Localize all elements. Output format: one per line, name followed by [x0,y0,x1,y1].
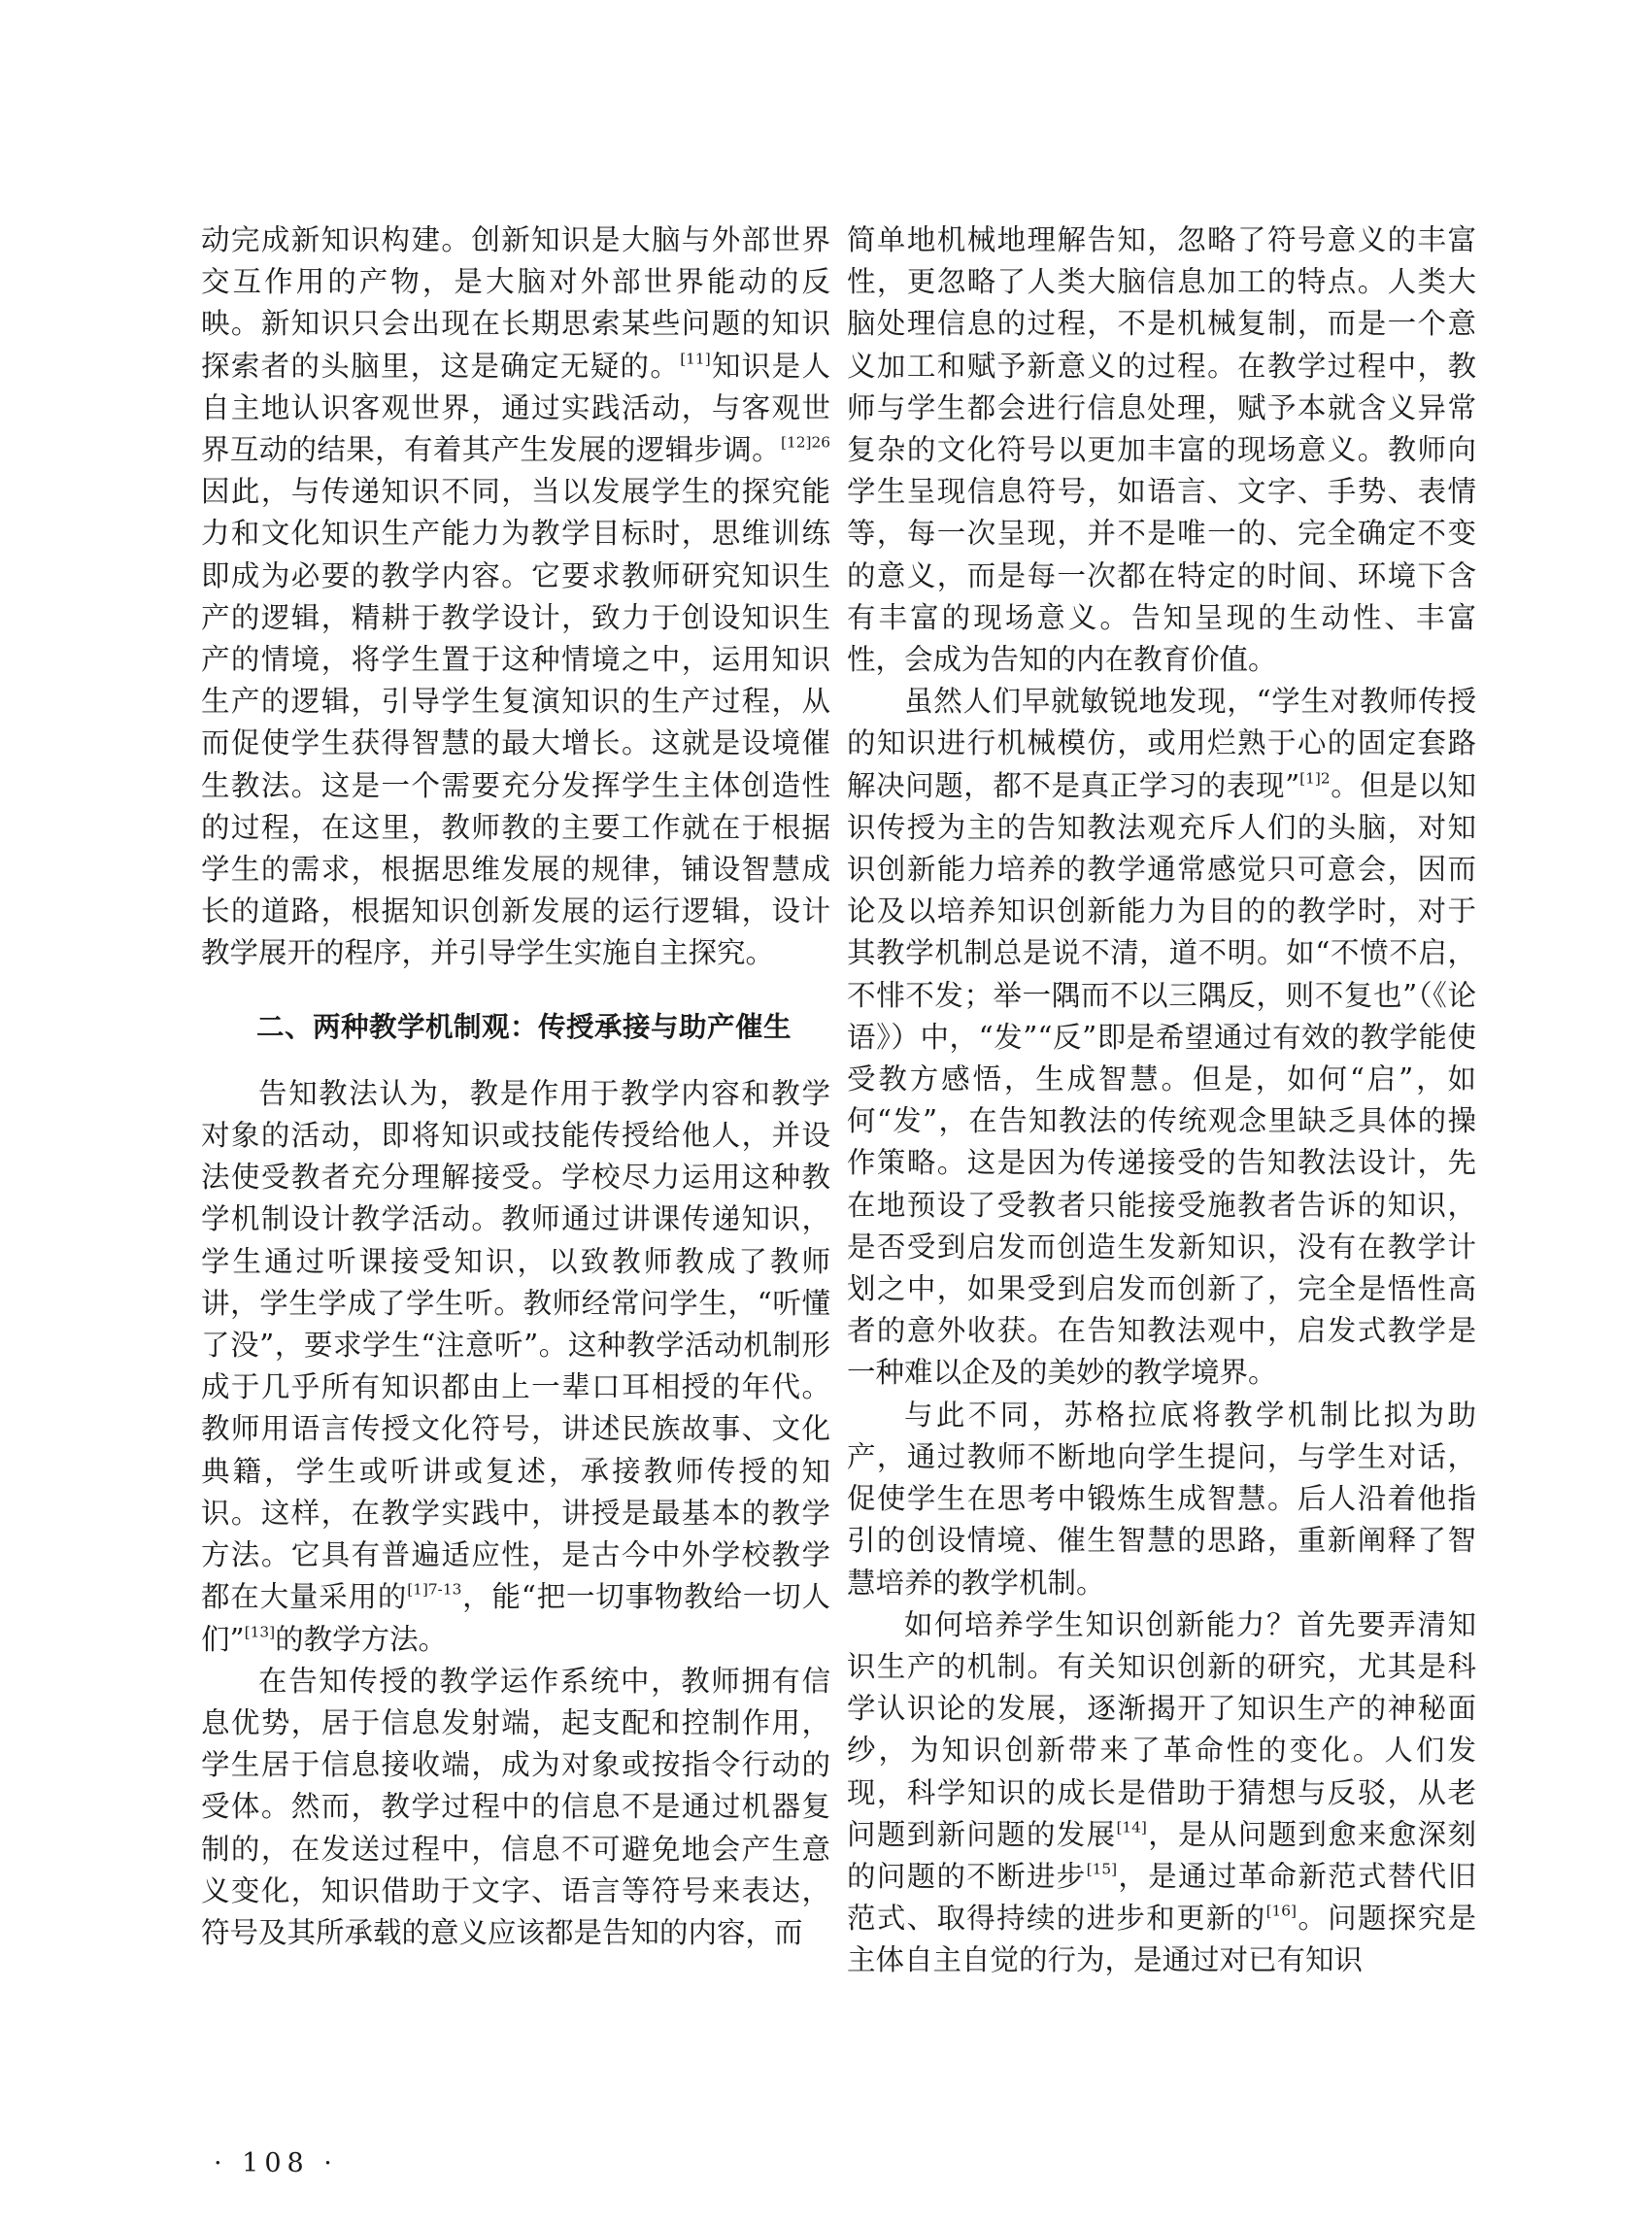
paragraph-text: 如何培养学生知识创新能力？首先要弄清知识生产的机制。有关知识创新的研究，尤其是科学认识论的发展，逐渐揭开了知识生产的神秘面纱，为知识创新带来了革命性的变化。人们发现，科学知识的成长是借助于猜想与反驳，从老问题到新问题的发展 [847,1607,1476,1851]
citation: [13] [244,1623,276,1641]
section-heading: 二、两种教学机制观：传授承接与助产催生 [256,1010,792,1043]
paragraph-text: 告知教法认为，教是作用于教学内容和教学对象的活动，即将知识或技能传授给他人，并设法使受教者充分理解接受。学校尽力运用这种教学机制设计教学活动。教师通过讲课传递知识，学生通过听课接受知识，以致教师教成了教师讲，学生学成了学生听。教师经常问学生，“听懂了没”，要求学生“注意听”。这种教学活动机制形成于几乎所有知识都由上一辈口耳相授的年代。教师用语言传授文化符号，讲述民族故事、文化典籍，学生或听讲或复述，承接教师传授的知识。这样，在教学实践中，讲授是最基本的教学方法。它具有普遍适应性，是古今中外学校教学都在大量采用的 [201,1076,830,1614]
citation: [14] [1116,1818,1147,1837]
paragraph [201,1661,830,1954]
paragraph-text: 简单地机械地理解告知，忽略了符号意义的丰富性，更忽略了人类大脑信息加工的特点。人类大脑处理信息的过程，不是机械复制，而是一个意义加工和赋予新意义的过程。在教学过程中，教师与学生都会进行信息处理，赋予本就含义异常复杂的文化符号以更加丰富的现场意义。教师向学生呈现信息符号，如语言、文字、手势、表情等，每一次呈现，并不是唯一的、完全确定不变的意义，而是每一次都在特定的时间、环境下含有丰富的现场意义。告知呈现的生动性、丰富性，会成为告知的内在教育价值。 [847,223,1476,677]
paragraph-text: 动完成新知识构建。创新知识是大脑与外部世界交互作用的产物，是大脑对外部世界能动的反映。新知识只会出现在长期思索某些问题的知识探索者的头脑里，这是确定无疑的。 [201,223,830,383]
right-column [847,219,1476,1982]
paragraph-text: 因此，与传递知识不同，当以发展学生的探究能力和文化知识生产能力为教学目标时，思维训练即成为必要的教学内容。它要求教师研究知识生产的逻辑，精耕于教学设计，致力于创设知识生产的情境，将学生置于这种情境之中，运用知识生产的逻辑，引导学生复演知识的生产过程，从而促使学生获得智慧的最大增长。这就是设境催生教法。这是一个需要充分发挥学生主体创造性的过程，在这里，教师教的主要工作就在于根据学生的需求，根据思维发展的规律，铺设智慧成长的道路，根据知识创新发展的运行逻辑，设计教学展开的程序，并引导学生实施自主探究。 [201,475,830,970]
paragraph [847,1395,1476,1604]
paragraph-text: 的教学方法。 [275,1622,448,1656]
paragraph [201,219,830,975]
paragraph-text: ，能“把一切事物教给一切人们” [201,1580,830,1656]
paragraph-text: 。问题探究是主体自主自觉的行为，是通过对已有知识 [847,1902,1476,1977]
paragraph [847,681,1476,1394]
paragraph-text: 。但是以知识传授为主的告知教法观充斥人们的头脑，对知识创新能力培养的教学通常感觉只可意会，因而论及以培养知识创新能力为目的的教学时，对于其教学机制总是说不清，道不明。如“不愤不启，不悱不发；举一隅而不以三隅反，则不复也”（《论语》）中，“发”“反”即是希望通过有效的教学能使受教方感悟，生成智慧。但是，如何“启”，如何“发”，在告知教法的传统观念里缺乏具体的操作策略。这是因为传递接受的告知教法设计，先在地预设了受教者只能接受施教者告诉的知识，是否受到启发而创造生发新知识，没有在教学计划之中，如果受到启发而创新了，完全是悟性高者的意外收获。在告知教法观中，启发式教学是一种难以企及的美妙的教学境界。 [847,768,1476,1390]
left-column [201,219,830,1954]
paragraph [847,1604,1476,1982]
citation: [11] [680,350,711,368]
citation: [1]7-13 [407,1581,462,1600]
paragraph-text: ，是从问题到愈来愈深刻的问题的不断进步 [847,1817,1476,1893]
citation: [12]26 [781,433,830,452]
paragraph [201,1073,830,1661]
paragraph-text: 知识是人自主地认识客观世界，通过实践活动，与客观世界互动的结果，有着其产生发展的逻辑步调。 [201,349,830,467]
paragraph-text: 与此不同，苏格拉底将教学机制比拟为助产，通过教师不断地向学生提问，与学生对话，促使学生在思考中锻炼生成智慧。后人沿着他指引的创设情境、催生智慧的思路，重新阐释了智慧培养的教学机制。 [847,1398,1476,1600]
citation: [15] [1086,1860,1118,1878]
citation: [16] [1265,1902,1298,1920]
paragraph-text: ，是通过革命新范式替代旧范式、取得持续的进步和更新的 [847,1859,1476,1936]
citation: [1]2 [1299,769,1331,788]
page-number: · 108 · [214,2148,338,2178]
paragraph-text: 虽然人们早就敏锐地发现，“学生对教师传授的知识进行机械模仿，或用烂熟于心的固定套路解决问题，都不是真正学习的表现” [847,685,1476,802]
paragraph-text: 在告知传授的教学运作系统中，教师拥有信息优势，居于信息发射端，起支配和控制作用，学生居于信息接收端，成为对象或按指令行动的受体。然而，教学过程中的信息不是通过机器复制的，在发送过程中，信息不可避免地会产生意义变化，知识借助于文字、语言等符号来表达，符号及其所承载的意义应该都是告知的内容，而 [201,1664,830,1949]
paragraph [847,219,1476,681]
